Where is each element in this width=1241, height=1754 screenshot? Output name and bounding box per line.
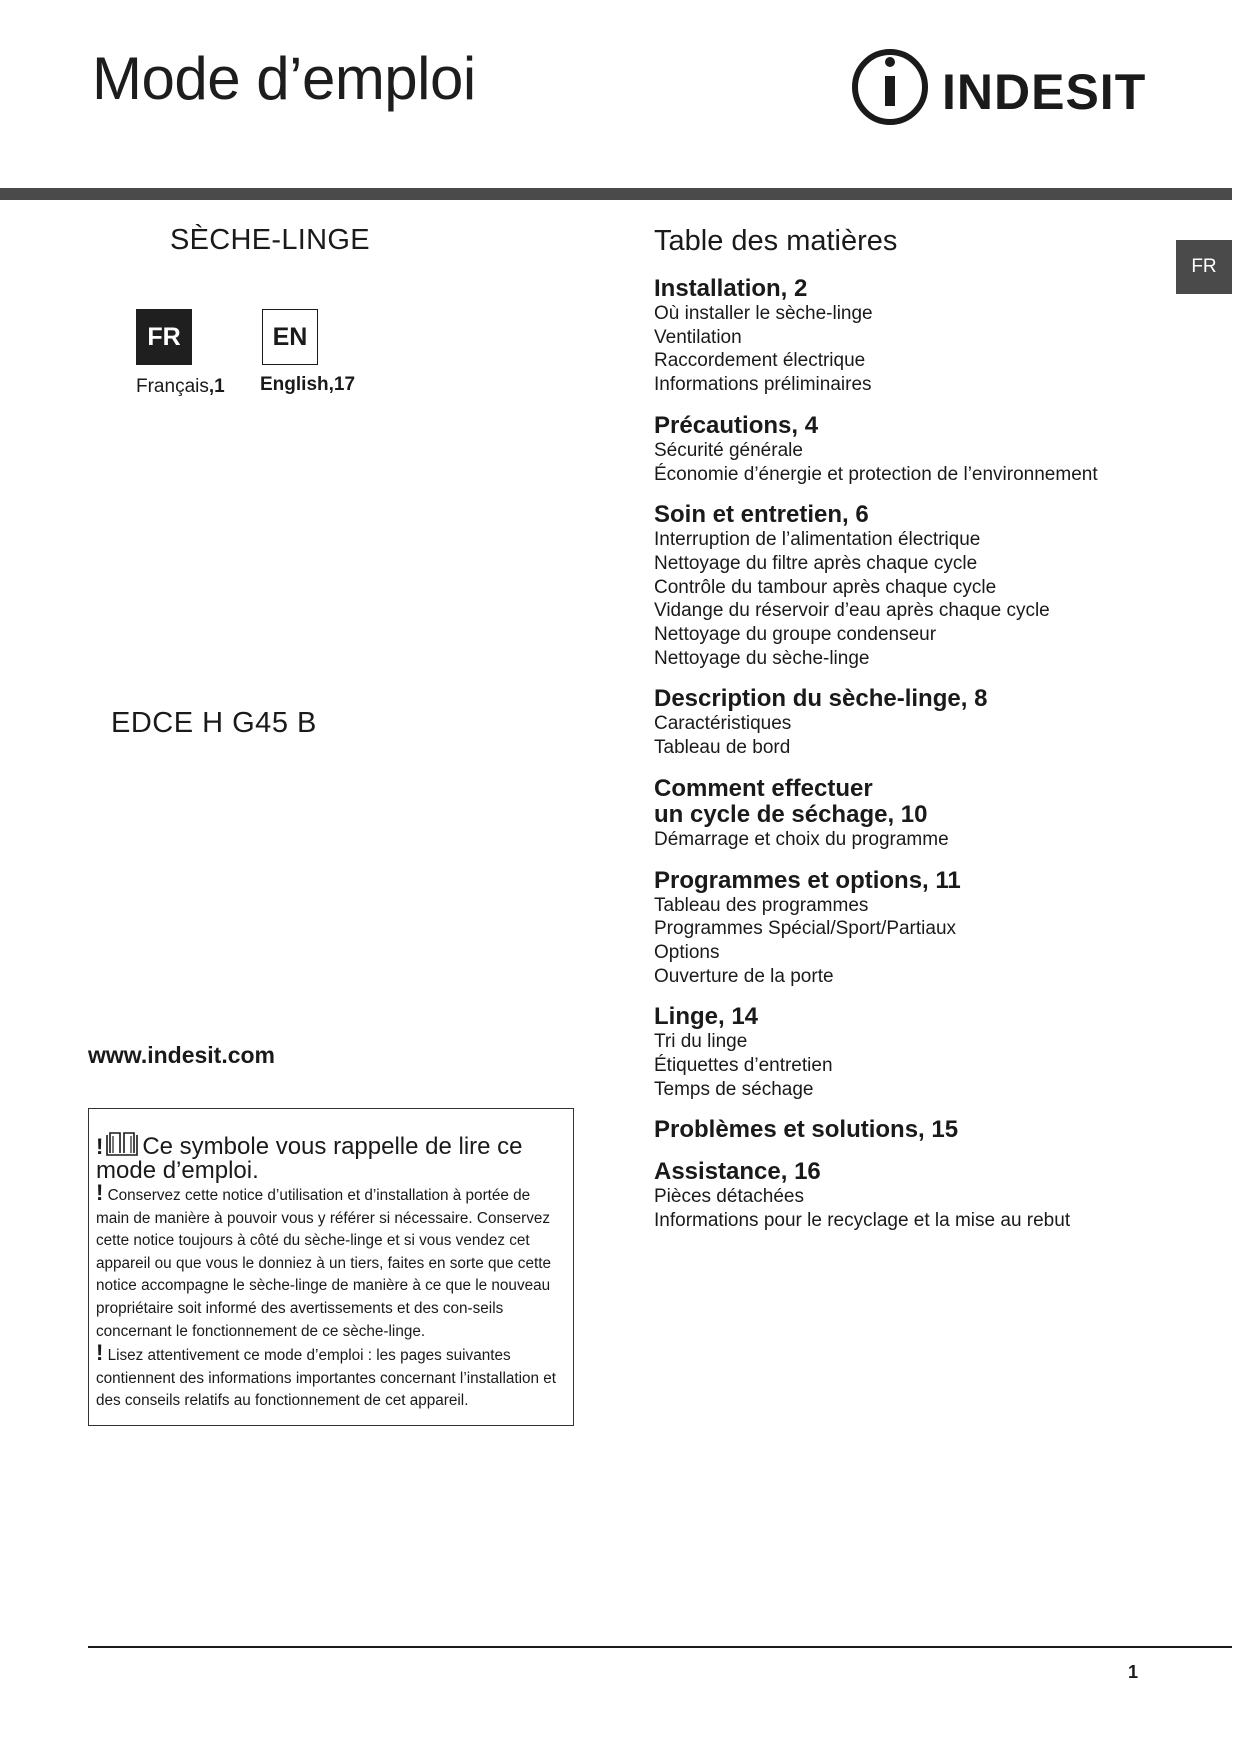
toc-section-assistance [654, 1159, 1174, 1232]
toc-item[interactable]: Informations préliminaires [654, 374, 872, 396]
exclamation-icon: ! [96, 1134, 104, 1159]
toc-heading[interactable]: Précautions, 4 [654, 411, 819, 439]
toc-item[interactable]: Nettoyage du groupe condenseur [654, 624, 937, 646]
indesit-logo-icon [850, 46, 936, 132]
toc-item[interactable]: Interruption de l’alimentation électrique [654, 529, 981, 551]
toc-section-cycle [654, 776, 1174, 852]
toc-item[interactable]: Ouverture de la porte [654, 965, 834, 987]
toc-item[interactable]: Programmes Spécial/Sport/Partiaux [654, 918, 957, 940]
notice-paragraph-1 [96, 1180, 567, 1343]
toc-section-linge [654, 1004, 1174, 1101]
toc-section-installation [654, 276, 1174, 397]
toc-heading[interactable]: Linge, 14 [654, 1003, 759, 1031]
model-number: EDCE H G45 B [111, 707, 317, 739]
toc-item[interactable]: Tableau de bord [654, 737, 791, 759]
exclamation-icon: ! [96, 1180, 104, 1205]
toc-section-description [654, 686, 1174, 759]
toc-item[interactable]: Options [654, 941, 720, 963]
book-icon [105, 1131, 139, 1157]
toc-item[interactable]: Étiquettes d’entretien [654, 1055, 833, 1077]
toc-title: Table des matières [654, 225, 898, 257]
brand-logo [850, 52, 1150, 132]
toc-section-soin [654, 502, 1174, 670]
toc-item[interactable]: Nettoyage du sèche-linge [654, 647, 870, 669]
toc-item[interactable]: Nettoyage du filtre après chaque cycle [654, 552, 978, 574]
toc-item[interactable]: Vidange du réservoir d’eau après chaque cycle [654, 600, 1050, 622]
toc-item[interactable]: Pièces détachées [654, 1186, 804, 1208]
language-name-fr: Français [136, 376, 209, 397]
toc-heading[interactable]: Soin et entretien, 6 [654, 501, 869, 529]
notice-text-2: Lisez attentivement ce mode d’emploi : les pages suivantes contiennent des informations importantes concernant l’installation et des conseils relatifs au fonctionnement de cet appareil. [96, 1347, 557, 1410]
notice-paragraph-2 [96, 1340, 567, 1413]
website-link[interactable]: www.indesit.com [88, 1042, 276, 1068]
brand-name: INDESIT [942, 64, 1147, 120]
toc-section-programmes [654, 868, 1174, 989]
page-number: 1 [1128, 1662, 1139, 1682]
notice-box [88, 1108, 574, 1426]
notice-lead [96, 1131, 567, 1183]
language-label-fr [136, 376, 225, 398]
exclamation-icon: ! [96, 1340, 104, 1366]
toc-heading-line2[interactable]: un cycle de séchage, 10 [654, 800, 928, 828]
toc-heading[interactable]: Description du sèche-linge, 8 [654, 685, 988, 713]
language-name-en: English [260, 374, 329, 395]
product-type: SÈCHE-LINGE [170, 224, 370, 256]
toc-item[interactable]: Contrôle du tambour après chaque cycle [654, 576, 997, 598]
language-page-fr: ,1 [208, 376, 225, 397]
toc-item[interactable]: Caractéristiques [654, 713, 792, 735]
toc-item[interactable]: Démarrage et choix du programme [654, 828, 949, 850]
toc-item[interactable]: Tableau des programmes [654, 894, 869, 916]
language-badge-en: EN [262, 309, 318, 365]
toc-item[interactable]: Temps de séchage [654, 1078, 814, 1100]
language-label-en [260, 374, 355, 396]
toc-item[interactable]: Où installer le sèche-linge [654, 303, 873, 324]
toc-heading[interactable]: Comment effectuer [654, 774, 873, 802]
table-of-contents [654, 224, 1174, 1249]
notice-symbol-text: Ce symbole vous rappelle de lire ce mode d’emploi. [96, 1133, 523, 1184]
language-page-en: ,17 [328, 374, 356, 395]
toc-heading[interactable]: Programmes et options, 11 [654, 866, 961, 894]
toc-item[interactable]: Ventilation [654, 326, 742, 348]
language-tab: FR [1176, 240, 1232, 294]
toc-heading[interactable]: Installation, 2 [654, 275, 808, 302]
toc-item[interactable]: Tri du linge [654, 1031, 748, 1053]
page-title: Mode d’emploi [92, 45, 476, 112]
toc-section-problemes [654, 1117, 1174, 1143]
toc-item[interactable]: Raccordement électrique [654, 350, 866, 372]
toc-heading[interactable]: Assistance, 16 [654, 1158, 821, 1186]
toc-item[interactable]: Sécurité générale [654, 439, 803, 461]
toc-item[interactable]: Informations pour le recyclage et la mise au rebut [654, 1210, 1071, 1232]
toc-heading[interactable]: Problèmes et solutions, 15 [654, 1116, 959, 1144]
notice-text-1: Conservez cette notice d’utilisation et d’installation à portée de main de manière à pouvoir vous y référer si nécessaire. Conservez cette notice toujours à côté du sèche-linge et si vous vendez cet appareil ou que vous le donniez à un tiers, faites en sorte que cette notice accompagne le sèche-linge de manière à ce que le nouveau propriétaire soit informé des avertissements et des con-seils concernant le fonctionnement de ce sèche-linge. [96, 1187, 551, 1340]
toc-section-precautions [654, 413, 1174, 486]
language-badge-fr: FR [136, 309, 192, 365]
toc-item[interactable]: Économie d’énergie et protection de l’environnement [654, 463, 1098, 485]
footer-divider [88, 1646, 1232, 1648]
header-divider [0, 188, 1232, 200]
